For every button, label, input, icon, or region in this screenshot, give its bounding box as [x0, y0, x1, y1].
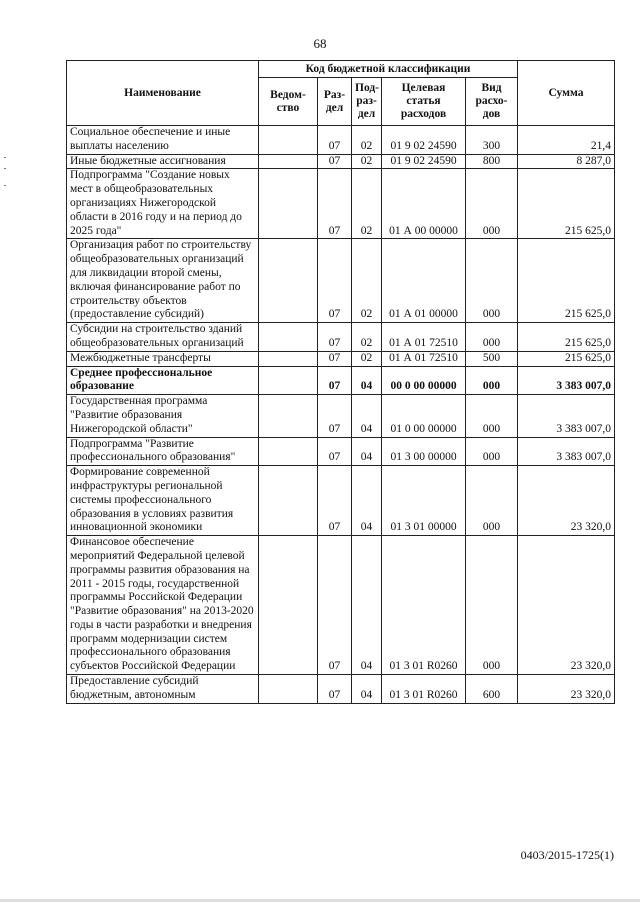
- header-sum: Сумма: [518, 61, 615, 126]
- row-name: Межбюджетные трансферты: [67, 351, 259, 366]
- row-subsection: 02: [352, 323, 382, 352]
- row-section: 07: [318, 466, 352, 536]
- row-sum: 215 625,0: [518, 323, 615, 352]
- row-target: 01 3 01 00000: [382, 466, 466, 536]
- header-type: Вид расхо-дов: [466, 78, 518, 126]
- row-type: 000: [466, 536, 518, 675]
- row-section: 07: [318, 351, 352, 366]
- row-sum: 215 625,0: [518, 169, 615, 239]
- row-department: [259, 154, 318, 169]
- table-row: [67, 366, 615, 395]
- row-type: 000: [466, 366, 518, 395]
- row-target: 01 3 01 R0260: [382, 675, 466, 704]
- row-target: 01 3 01 R0260: [382, 536, 466, 675]
- row-section: 07: [318, 437, 352, 466]
- row-section: 07: [318, 169, 352, 239]
- row-type: 000: [466, 466, 518, 536]
- row-name: Иные бюджетные ассигнования: [67, 154, 259, 169]
- row-subsection: 04: [352, 437, 382, 466]
- row-section: 07: [318, 126, 352, 155]
- row-type: 300: [466, 126, 518, 155]
- table-row: [67, 126, 615, 155]
- row-target: 01 0 00 00000: [382, 395, 466, 437]
- row-target: 01 А 01 72510: [382, 323, 466, 352]
- table-row: [67, 323, 615, 352]
- row-name: Государственная программа "Развитие образования Нижегородской области": [67, 395, 259, 437]
- row-target: 01 А 01 72510: [382, 351, 466, 366]
- table-row: [67, 437, 615, 466]
- row-type: 000: [466, 239, 518, 323]
- row-sum: 3 383 007,0: [518, 395, 615, 437]
- row-name: Предоставление субсидий бюджетным, автономным: [67, 675, 259, 704]
- row-subsection: 04: [352, 466, 382, 536]
- row-department: [259, 351, 318, 366]
- header-code-group: Код бюджетной классификации: [259, 61, 518, 78]
- table-row: [67, 351, 615, 366]
- row-subsection: 02: [352, 351, 382, 366]
- row-sum: 21,4: [518, 126, 615, 155]
- row-target: 01 3 00 00000: [382, 437, 466, 466]
- row-department: [259, 126, 318, 155]
- table-row: [67, 154, 615, 169]
- row-type: 500: [466, 351, 518, 366]
- row-subsection: 02: [352, 239, 382, 323]
- scan-mark: [4, 168, 6, 169]
- row-type: 000: [466, 169, 518, 239]
- header-target: Целевая статья расходов: [382, 78, 466, 126]
- row-department: [259, 239, 318, 323]
- table-row: [67, 169, 615, 239]
- row-department: [259, 536, 318, 675]
- row-department: [259, 675, 318, 704]
- row-sum: 23 320,0: [518, 675, 615, 704]
- table-row: [67, 675, 615, 704]
- row-type: 000: [466, 437, 518, 466]
- document-code: 0403/2015-1725(1): [520, 848, 614, 862]
- row-department: [259, 169, 318, 239]
- row-type: 000: [466, 395, 518, 437]
- row-name: Организация работ по строительству общеобразовательных организаций для ликвидации второй смены, включая финансирование работ по строительству объектов (предоставление субсидий): [67, 239, 259, 323]
- row-section: 07: [318, 675, 352, 704]
- row-target: 01 9 02 24590: [382, 154, 466, 169]
- table-body: [67, 126, 615, 704]
- row-sum: 215 625,0: [518, 351, 615, 366]
- row-subsection: 02: [352, 169, 382, 239]
- header-department: Ведом-ство: [259, 78, 318, 126]
- row-name: Среднее профессиональное образование: [67, 366, 259, 395]
- row-target: 01 А 00 00000: [382, 169, 466, 239]
- table-row: [67, 395, 615, 437]
- table-row: [67, 239, 615, 323]
- header-name: Наименование: [67, 61, 259, 126]
- row-subsection: 02: [352, 154, 382, 169]
- row-subsection: 04: [352, 675, 382, 704]
- row-section: 07: [318, 395, 352, 437]
- row-sum: 23 320,0: [518, 536, 615, 675]
- row-type: 000: [466, 323, 518, 352]
- table-row: [67, 466, 615, 536]
- row-sum: 3 383 007,0: [518, 366, 615, 395]
- row-name: Субсидии на строительство зданий общеобразовательных организаций: [67, 323, 259, 352]
- row-target: 01 А 01 00000: [382, 239, 466, 323]
- row-department: [259, 395, 318, 437]
- scan-mark: [4, 157, 6, 158]
- row-target: 01 9 02 24590: [382, 126, 466, 155]
- page-number: 68: [313, 36, 327, 51]
- row-department: [259, 437, 318, 466]
- row-section: 07: [318, 536, 352, 675]
- row-section: 07: [318, 323, 352, 352]
- row-sum: 23 320,0: [518, 466, 615, 536]
- table-row: [67, 536, 615, 675]
- row-type: 800: [466, 154, 518, 169]
- row-name: Социальное обеспечение и иные выплаты населению: [67, 126, 259, 155]
- row-subsection: 02: [352, 126, 382, 155]
- row-sum: 3 383 007,0: [518, 437, 615, 466]
- scan-edge: [0, 899, 640, 902]
- budget-table: [66, 60, 615, 704]
- row-section: 07: [318, 154, 352, 169]
- row-sum: 215 625,0: [518, 239, 615, 323]
- row-sum: 8 287,0: [518, 154, 615, 169]
- row-subsection: 04: [352, 366, 382, 395]
- row-section: 07: [318, 239, 352, 323]
- row-department: [259, 366, 318, 395]
- row-department: [259, 466, 318, 536]
- header-subsection: Под-раз-дел: [352, 78, 382, 126]
- row-type: 600: [466, 675, 518, 704]
- row-name: Формирование современной инфраструктуры региональной системы профессионального образования в условиях развития инновационной экономики: [67, 466, 259, 536]
- row-target: 00 0 00 00000: [382, 366, 466, 395]
- row-name: Финансовое обеспечение мероприятий Федеральной целевой программы развития образования на 2011 - 2015 годы, государственной программы Российской Федерации "Развитие образования" на 2013-2020 годы в части разработки и внедрения программ модернизации систем профессионального образования субъектов Российской Федерации: [67, 536, 259, 675]
- row-name: Подпрограмма "Развитие профессионального образования": [67, 437, 259, 466]
- header-section: Раз-дел: [318, 78, 352, 126]
- row-section: 07: [318, 366, 352, 395]
- row-subsection: 04: [352, 395, 382, 437]
- row-subsection: 04: [352, 536, 382, 675]
- scan-mark: [4, 185, 6, 186]
- row-department: [259, 323, 318, 352]
- row-name: Подпрограмма "Создание новых мест в общеобразовательных организациях Нижегородской области в 2016 году и на период до 2025 года": [67, 169, 259, 239]
